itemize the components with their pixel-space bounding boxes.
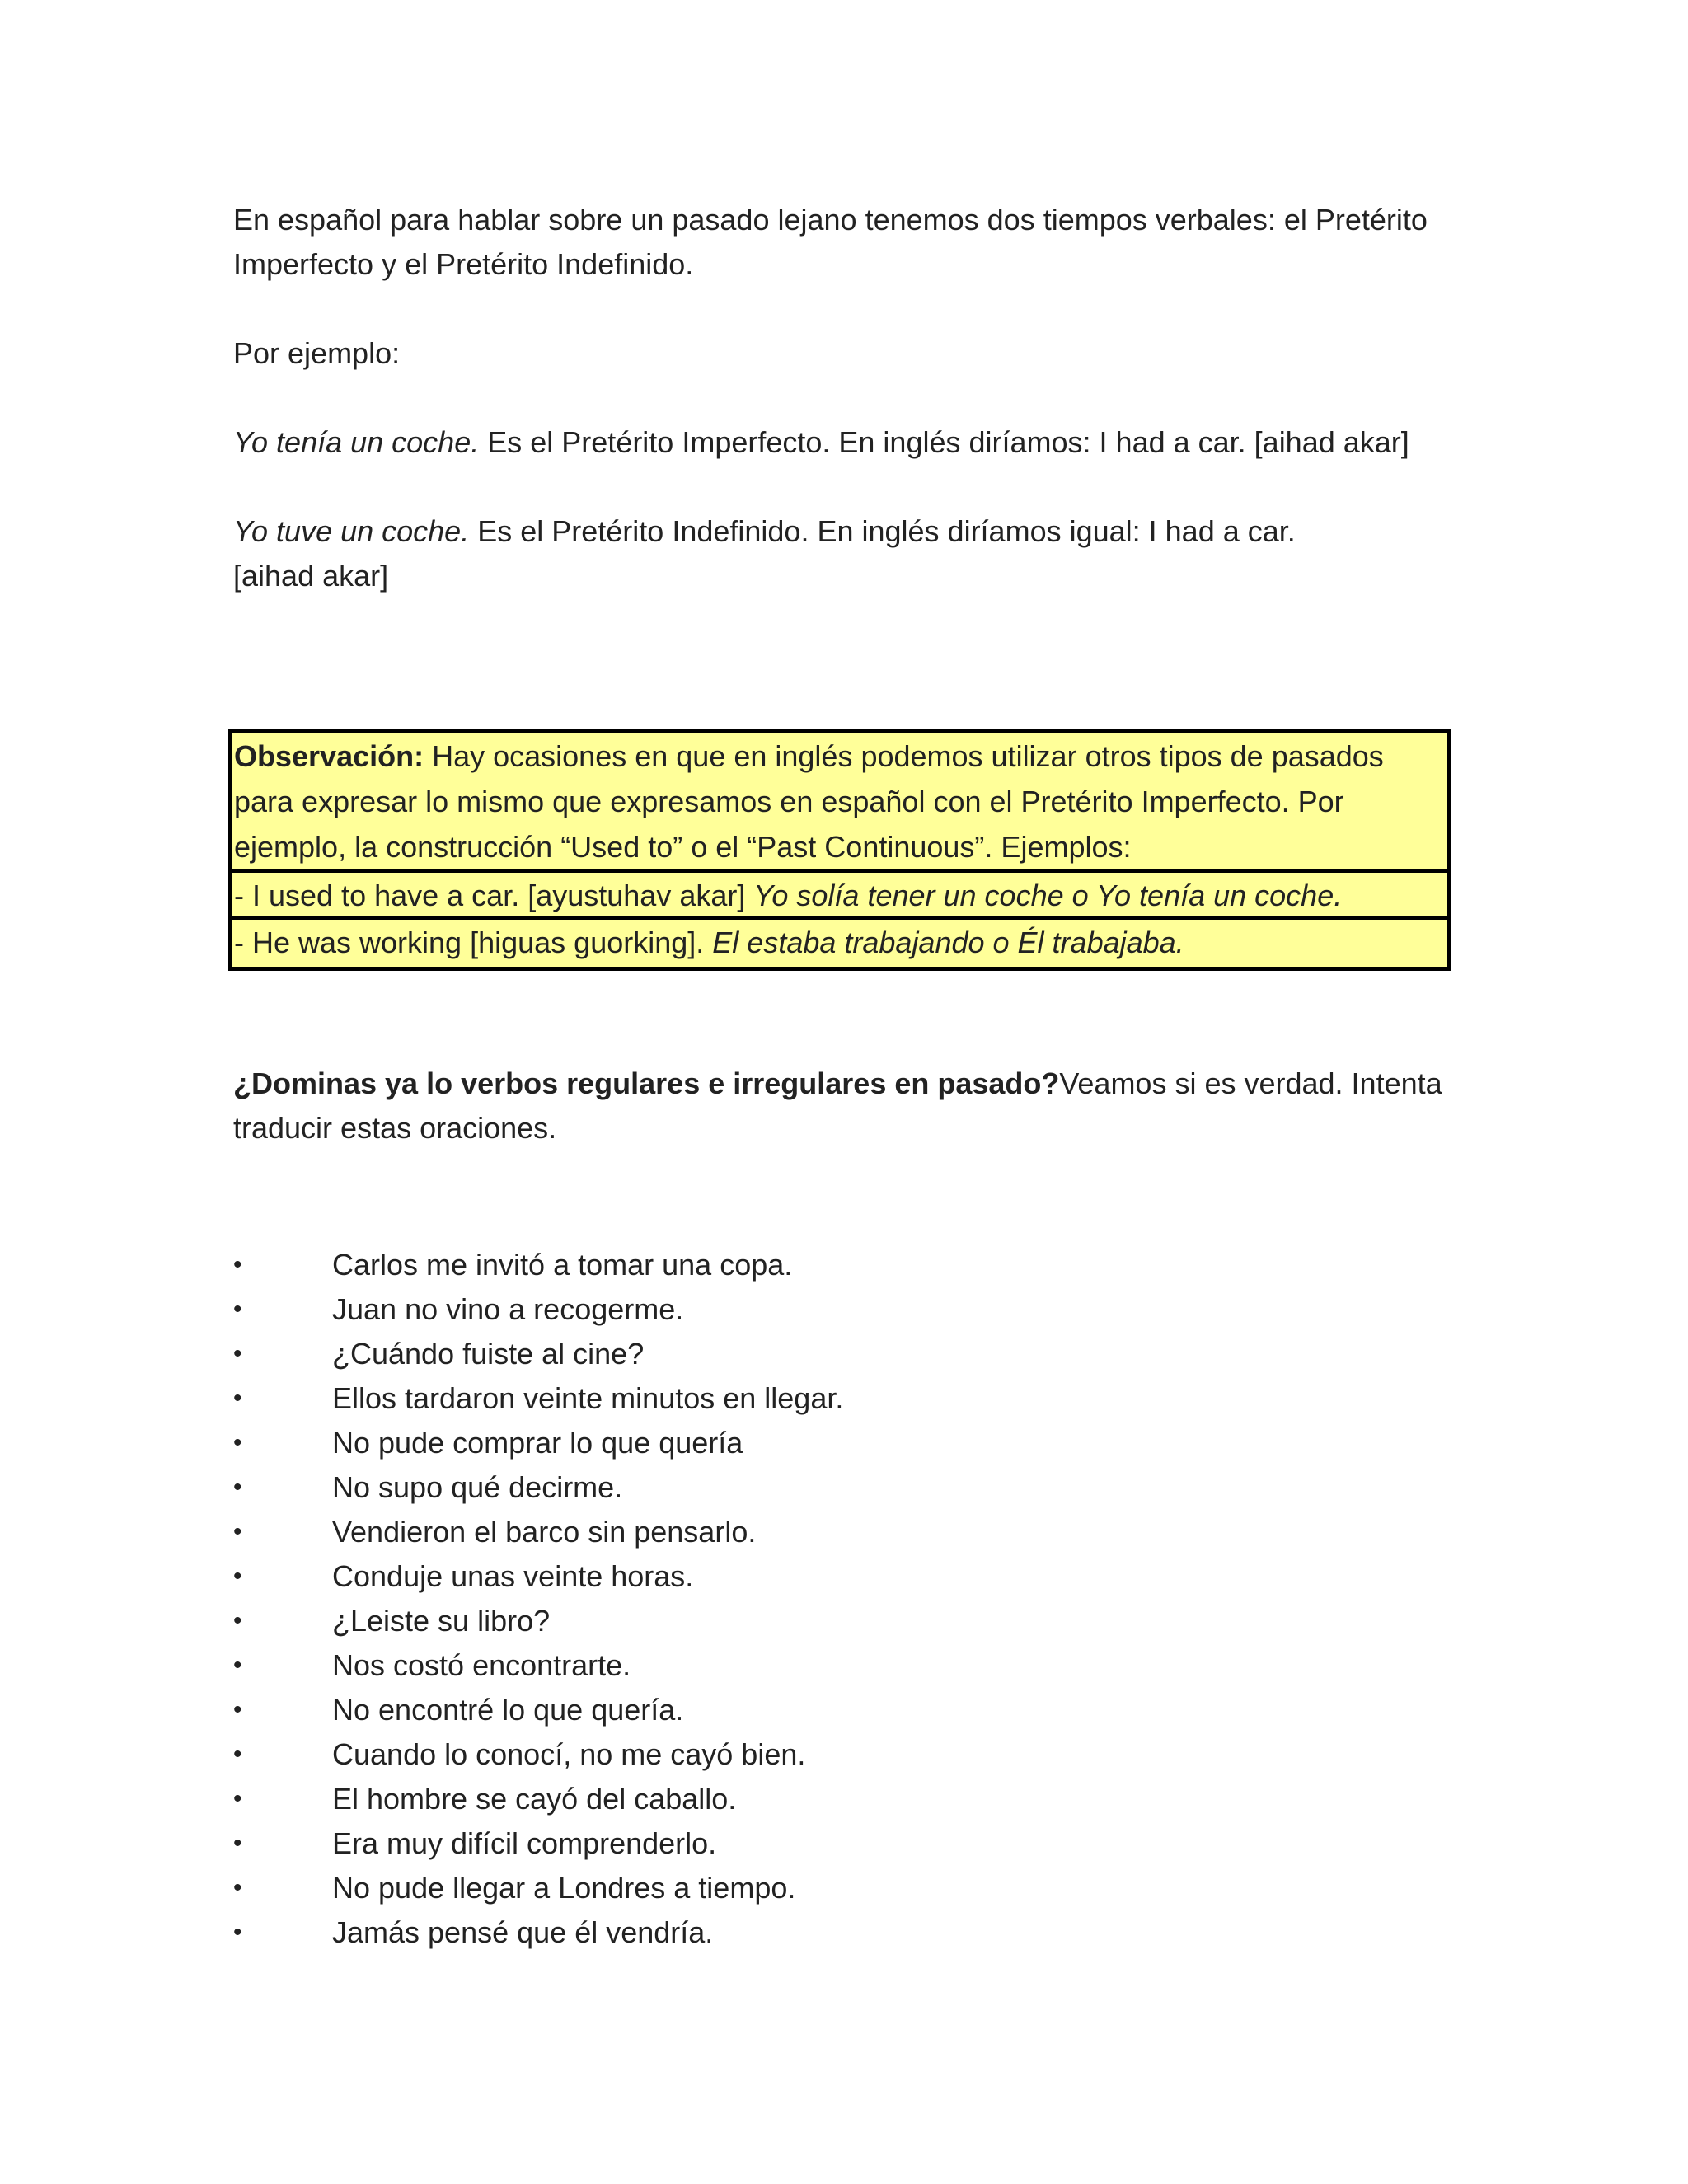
bullet-icon: •: [233, 1830, 242, 1857]
sentence-text: No encontré lo que quería.: [332, 1693, 684, 1727]
observation-example-row: [232, 920, 1447, 967]
sentence-text: Ellos tardaron veinte minutos en llegar.: [332, 1381, 844, 1415]
sentence-text: Conduje unas veinte horas.: [332, 1559, 694, 1593]
list-item: [233, 1332, 1453, 1376]
bullet-icon: •: [233, 1474, 242, 1501]
sentence-text: No supo qué decirme.: [332, 1470, 623, 1504]
observation-example-spanish: Yo solía tener un coche o Yo tenía un coche.: [753, 879, 1343, 912]
list-item: [233, 1643, 1453, 1688]
sentence-text: Vendieron el barco sin pensarlo.: [332, 1515, 757, 1549]
sentence-text: El hombre se cayó del caballo.: [332, 1782, 737, 1816]
exercise-question-instructions: Veamos si es verdad. Intenta traducir estas oraciones.: [233, 1066, 1442, 1145]
sentence-text: Carlos me invitó a tomar una copa.: [332, 1248, 793, 1282]
bullet-icon: •: [233, 1696, 242, 1723]
sentence-text: No pude llegar a Londres a tiempo.: [332, 1871, 796, 1905]
bullet-icon: •: [233, 1429, 242, 1456]
list-item: [233, 1821, 1453, 1866]
list-item: [233, 1376, 1453, 1421]
bullet-icon: •: [233, 1874, 242, 1901]
observation-box: [228, 729, 1451, 971]
sentence-text: ¿Leiste su libro?: [332, 1604, 551, 1638]
list-item: [233, 1510, 1453, 1554]
example-indefinido-spanish: Yo tuve un coche.: [233, 514, 470, 548]
list-item: [233, 1554, 1453, 1599]
sentence-text: No pude comprar lo que quería: [332, 1426, 743, 1460]
bullet-icon: •: [233, 1296, 242, 1323]
example-imperfecto-spanish: Yo tenía un coche.: [233, 425, 480, 459]
bullet-icon: •: [233, 1785, 242, 1812]
list-item: [233, 1243, 1453, 1287]
observation-text: [232, 733, 1447, 873]
observation-example-english: - I used to have a car. [ayustuhav akar]: [234, 879, 754, 912]
bullet-icon: •: [233, 1340, 242, 1367]
exercise-question: [233, 1062, 1453, 1151]
sentence-text: Cuando lo conocí, no me cayó bien.: [332, 1737, 806, 1771]
sentence-text: Nos costó encontrarte.: [332, 1648, 631, 1682]
list-item: [233, 1421, 1453, 1465]
list-item: [233, 1866, 1453, 1910]
example-imperfecto-explanation: Es el Pretérito Imperfecto. En inglés diríamos: I had a car. [aihad akar]: [479, 425, 1409, 459]
observation-example-english: - He was working [higuas guorking].: [234, 926, 713, 959]
sentence-list: [233, 1243, 1453, 1955]
bullet-icon: •: [233, 1563, 242, 1590]
document-body: [233, 198, 1453, 643]
observation-label: Observación:: [234, 739, 424, 773]
example-label: Por ejemplo:: [233, 336, 401, 370]
bullet-icon: •: [233, 1607, 242, 1634]
bullet-icon: •: [233, 1518, 242, 1545]
observation-example-spanish: El estaba trabajando o Él trabajaba.: [712, 926, 1184, 959]
list-item: [233, 1910, 1453, 1955]
sentence-text: Juan no vino a recogerme.: [332, 1292, 684, 1326]
bullet-icon: •: [233, 1251, 242, 1278]
list-item: [233, 1465, 1453, 1510]
exercise-question-bold: ¿Dominas ya lo verbos regulares e irregulares en pasado?: [233, 1066, 1060, 1100]
observation-example-row: [232, 873, 1447, 920]
example-indefinido-explanation: Es el Pretérito Indefinido. En inglés diríamos igual: I had a car.[aihad akar]: [233, 514, 1296, 593]
bullet-icon: •: [233, 1919, 242, 1946]
observation-body: Hay ocasiones en que en inglés podemos utilizar otros tipos de pasados para expresar lo mismo que expresamos en español con el Pretérito Imperfecto. Por ejemplo, la construcción “Used to” o el “Past Continuous”. Ejemplos:: [234, 739, 1384, 864]
intro-paragraph: En español para hablar sobre un pasado lejano tenemos dos tiempos verbales: el Pretérito Imperfecto y el Pretérito Indefinido.: [233, 203, 1428, 281]
bullet-icon: •: [233, 1385, 242, 1412]
list-item: [233, 1287, 1453, 1332]
list-item: [233, 1777, 1453, 1821]
sentence-text: ¿Cuándo fuiste al cine?: [332, 1337, 645, 1371]
bullet-icon: •: [233, 1741, 242, 1768]
example-imperfecto: [233, 420, 1453, 465]
list-item: [233, 1599, 1453, 1643]
list-item: [233, 1732, 1453, 1777]
sentence-text: Era muy difícil comprenderlo.: [332, 1826, 717, 1860]
bullet-icon: •: [233, 1652, 242, 1679]
example-indefinido: [233, 509, 1305, 598]
list-item: [233, 1688, 1453, 1732]
sentence-text: Jamás pensé que él vendría.: [332, 1915, 714, 1949]
